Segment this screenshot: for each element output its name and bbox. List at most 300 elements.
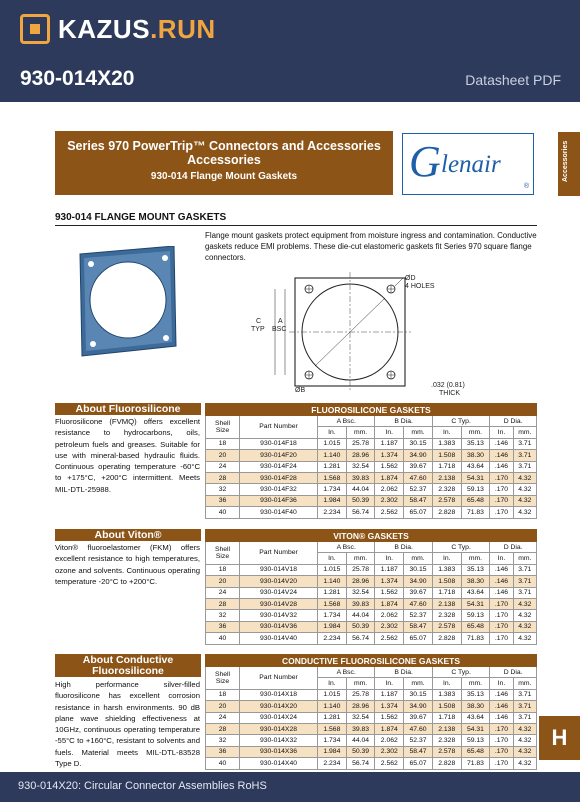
bsc-label: BSC xyxy=(272,326,287,333)
table-cell: 44.04 xyxy=(346,610,375,621)
table-cell: 930-014X24 xyxy=(240,712,318,723)
table-cell: 930-014F40 xyxy=(240,507,318,518)
inch-unit-header: In. xyxy=(375,553,404,564)
a-label: A xyxy=(278,318,283,325)
banner-subtitle: 930-014 Flange Mount Gaskets xyxy=(150,171,298,182)
table-cell: 32.54 xyxy=(346,587,375,598)
table-cell: 4.32 xyxy=(513,758,536,769)
d-dia-header: D Dia. xyxy=(490,667,537,678)
a-bsc-header: A Bsc. xyxy=(318,542,375,553)
table-cell: 930-014X28 xyxy=(240,723,318,734)
table-cell: 40 xyxy=(206,633,240,644)
table-cell: 58.47 xyxy=(404,495,433,506)
table-cell: 930-014X32 xyxy=(240,735,318,746)
table-cell: 1.568 xyxy=(318,723,347,734)
table-cell: 4.32 xyxy=(513,484,536,495)
table-cell: 1.568 xyxy=(318,472,347,483)
table-row xyxy=(206,587,537,598)
table-cell: 58.47 xyxy=(404,746,433,757)
registered-mark: ® xyxy=(523,183,529,190)
table-title: VITON® GASKETS xyxy=(206,530,537,542)
table-cell: 43.64 xyxy=(461,712,490,723)
datasheet-pdf-link[interactable]: Datasheet PDF xyxy=(465,72,561,88)
table-cell: .170 xyxy=(490,472,513,483)
table-cell: 34.90 xyxy=(404,450,433,461)
table-cell: 4.32 xyxy=(513,621,536,632)
about-conductive-text: High performance silver-filled fluorosilicone has excellent corrosion resistance in harsh environments. 90 dB plane wave shielding effectiveness at 10GHz, continuous operating temperature -55°C to +160°C, resistant to solvents and fuels. Material meets MIL-DTL-83528 Type D. xyxy=(55,680,200,769)
table-cell: 1.015 xyxy=(318,564,347,575)
table-row xyxy=(206,723,537,734)
banner-line1: Series 970 PowerTrip™ Connectors and Accessories xyxy=(67,139,381,153)
table-cell: 28.96 xyxy=(346,450,375,461)
b-dia-header: B Dia. xyxy=(375,416,432,427)
b-dia-header: B Dia. xyxy=(375,542,432,553)
table-cell: 38.30 xyxy=(461,576,490,587)
about-viton-heading: About Viton® xyxy=(55,529,201,541)
shell-header-text: Shell xyxy=(214,670,231,678)
glenair-logo xyxy=(402,133,534,195)
inch-unit-header: In. xyxy=(432,553,461,564)
table-cell: 1.508 xyxy=(432,450,461,461)
mm-unit-header: mm. xyxy=(461,678,490,689)
shell-size-header xyxy=(206,542,240,565)
table-cell: 18 xyxy=(206,689,240,700)
table-cell: 930-014X20 xyxy=(240,701,318,712)
table-cell: 1.734 xyxy=(318,735,347,746)
d-dia-header: D Dia. xyxy=(490,542,537,553)
table-cell: 930-014F32 xyxy=(240,484,318,495)
table-cell: 1.562 xyxy=(375,461,404,472)
table-cell: 1.281 xyxy=(318,712,347,723)
table-cell: 52.37 xyxy=(404,610,433,621)
series-banner xyxy=(55,131,393,195)
table-cell: 58.47 xyxy=(404,621,433,632)
table-cell: 2.562 xyxy=(375,507,404,518)
holes-label: 4 HOLES xyxy=(405,283,435,290)
table-row xyxy=(206,495,537,506)
inch-unit-header: In. xyxy=(490,427,513,438)
thick-value: .032 (0.81) xyxy=(431,382,465,389)
part-number-header: Part Number xyxy=(240,667,318,690)
table-cell: 1.187 xyxy=(375,438,404,449)
table-cell: 65.07 xyxy=(404,507,433,518)
table-cell: 39.67 xyxy=(404,587,433,598)
table-cell: 930-014F24 xyxy=(240,461,318,472)
table-cell: 44.04 xyxy=(346,484,375,495)
table-cell: 18 xyxy=(206,564,240,575)
site-footer xyxy=(0,772,580,802)
table-cell: 3.71 xyxy=(513,564,536,575)
table-cell: 50.39 xyxy=(346,495,375,506)
table-cell: 59.13 xyxy=(461,735,490,746)
side-tab-label: Accessories xyxy=(562,140,569,182)
site-name-suffix: .RUN xyxy=(150,14,216,44)
table-cell: .170 xyxy=(490,495,513,506)
table-cell: 54.31 xyxy=(461,472,490,483)
c-label: C xyxy=(256,318,262,325)
table-cell: 35.13 xyxy=(461,564,490,575)
typ-label: TYP xyxy=(251,326,265,333)
table-cell: 18 xyxy=(206,438,240,449)
site-header xyxy=(0,0,580,102)
table-cell: 56.74 xyxy=(346,633,375,644)
b-dia-header: B Dia. xyxy=(375,667,432,678)
table-cell: 28 xyxy=(206,723,240,734)
site-name-main: KAZUS xyxy=(58,14,151,44)
b-label: ØB xyxy=(295,387,306,394)
table-row xyxy=(206,576,537,587)
table-cell: 1.568 xyxy=(318,598,347,609)
mm-unit-header: mm. xyxy=(513,427,536,438)
table-cell: 65.07 xyxy=(404,758,433,769)
table-cell: .170 xyxy=(490,758,513,769)
shell-header-text: Shell xyxy=(214,545,231,553)
table-cell: 1.383 xyxy=(432,689,461,700)
table-cell: 35.13 xyxy=(461,438,490,449)
table-cell: 32 xyxy=(206,735,240,746)
table-cell: 38.30 xyxy=(461,450,490,461)
table-cell: .146 xyxy=(490,564,513,575)
table-cell: 1.140 xyxy=(318,576,347,587)
table-cell: 930-014X40 xyxy=(240,758,318,769)
table-cell: 30.15 xyxy=(404,689,433,700)
table-cell: 65.48 xyxy=(461,495,490,506)
table-cell: 930-014X36 xyxy=(240,746,318,757)
mm-unit-header: mm. xyxy=(461,553,490,564)
table-cell: 47.60 xyxy=(404,723,433,734)
inch-unit-header: In. xyxy=(490,678,513,689)
fluorosilicone-gasket-table xyxy=(205,403,537,519)
table-cell: 1.874 xyxy=(375,472,404,483)
table-cell: .170 xyxy=(490,598,513,609)
table-cell: 36 xyxy=(206,746,240,757)
about-fluorosilicone-text: Fluorosilicone (FVMQ) offers excellent resistance to hydrocarbons, oils, petroleum fuels and greases. Suitable for use with mineral-based hydraulic fluids. Continuous operating temperature -60°C to +175°C, +200°C intermittent. Meets MIL-DTL-25988. xyxy=(55,417,200,494)
table-cell: 43.64 xyxy=(461,587,490,598)
table-cell: 1.187 xyxy=(375,689,404,700)
table-cell: 2.328 xyxy=(432,735,461,746)
intro-paragraph: Flange mount gaskets protect equipment from moisture ingress and contamination. Conductive gaskets reduce EMI problems. These die-cut elastomeric gaskets fit Series 970 square flange connectors. xyxy=(205,231,537,262)
table-cell: 3.71 xyxy=(513,587,536,598)
table-cell: .146 xyxy=(490,450,513,461)
mm-unit-header: mm. xyxy=(346,553,375,564)
table-cell: 2.234 xyxy=(318,758,347,769)
c-typ-header: C Typ. xyxy=(432,416,489,427)
table-cell: 1.984 xyxy=(318,495,347,506)
table-cell: 3.71 xyxy=(513,712,536,723)
table-row xyxy=(206,610,537,621)
table-cell: 4.32 xyxy=(513,746,536,757)
table-cell: 24 xyxy=(206,461,240,472)
table-cell: 2.578 xyxy=(432,495,461,506)
table-cell: 39.83 xyxy=(346,472,375,483)
table-cell: 2.234 xyxy=(318,633,347,644)
size-header-text: Size xyxy=(215,552,230,560)
table-cell: 1.140 xyxy=(318,701,347,712)
table-cell: 2.062 xyxy=(375,735,404,746)
about-conductive-title-line2: Fluorosilicone xyxy=(92,665,164,677)
about-viton-text: Viton® fluoroelastomer (FKM) offers excellent resistance to high temperatures, ozone and solvents. Continuous operating temperature -20°C to +200°C. xyxy=(55,543,200,586)
inch-unit-header: In. xyxy=(490,553,513,564)
table-cell: 59.13 xyxy=(461,484,490,495)
mm-unit-header: mm. xyxy=(461,427,490,438)
table-cell: 2.302 xyxy=(375,495,404,506)
table-cell: 930-014V40 xyxy=(240,633,318,644)
table-row xyxy=(206,689,537,700)
table-row xyxy=(206,746,537,757)
table-cell: 930-014F28 xyxy=(240,472,318,483)
table-cell: 71.83 xyxy=(461,507,490,518)
glenair-logo-text: lenair xyxy=(441,151,501,178)
table-cell: 930-014V32 xyxy=(240,610,318,621)
table-row xyxy=(206,735,537,746)
table-cell: 32.54 xyxy=(346,461,375,472)
table-cell: 1.984 xyxy=(318,621,347,632)
table-cell: 930-014X18 xyxy=(240,689,318,700)
about-conductive-heading xyxy=(55,654,201,677)
table-cell: 930-014F18 xyxy=(240,438,318,449)
table-title: FLUOROSILICONE GASKETS xyxy=(206,404,537,416)
table-cell: 71.83 xyxy=(461,633,490,644)
table-cell: 36 xyxy=(206,621,240,632)
a-bsc-header: A Bsc. xyxy=(318,667,375,678)
mm-unit-header: mm. xyxy=(404,427,433,438)
gasket-dimension-drawing xyxy=(245,268,475,398)
table-cell: 1.718 xyxy=(432,587,461,598)
table-cell: 65.07 xyxy=(404,633,433,644)
table-cell: 930-014V20 xyxy=(240,576,318,587)
table-cell: 2.828 xyxy=(432,633,461,644)
table-row xyxy=(206,484,537,495)
table-cell: .170 xyxy=(490,746,513,757)
c-typ-header: C Typ. xyxy=(432,667,489,678)
table-cell: 35.13 xyxy=(461,689,490,700)
inch-unit-header: In. xyxy=(318,427,347,438)
inch-unit-header: In. xyxy=(375,678,404,689)
about-conductive-title-line1: About Conductive xyxy=(82,654,174,666)
table-cell: 1.508 xyxy=(432,576,461,587)
table-cell: 40 xyxy=(206,758,240,769)
table-row xyxy=(206,461,537,472)
inch-unit-header: In. xyxy=(318,678,347,689)
table-cell: 32.54 xyxy=(346,712,375,723)
inch-unit-header: In. xyxy=(375,427,404,438)
table-row xyxy=(206,438,537,449)
mm-unit-header: mm. xyxy=(346,427,375,438)
table-cell: 1.383 xyxy=(432,564,461,575)
about-fluorosilicone-heading: About Fluorosilicone xyxy=(55,403,201,415)
part-number-header: Part Number xyxy=(240,542,318,565)
table-cell: 2.828 xyxy=(432,507,461,518)
table-cell: 3.71 xyxy=(513,701,536,712)
a-bsc-header: A Bsc. xyxy=(318,416,375,427)
table-cell: 1.562 xyxy=(375,712,404,723)
table-cell: 40 xyxy=(206,507,240,518)
d-dia-header: D Dia. xyxy=(490,416,537,427)
mm-unit-header: mm. xyxy=(513,553,536,564)
mm-unit-header: mm. xyxy=(404,553,433,564)
table-cell: 28.96 xyxy=(346,701,375,712)
table-cell: 2.138 xyxy=(432,472,461,483)
table-cell: .146 xyxy=(490,461,513,472)
table-cell: 44.04 xyxy=(346,735,375,746)
table-cell: 2.062 xyxy=(375,484,404,495)
table-cell: 20 xyxy=(206,450,240,461)
inch-unit-header: In. xyxy=(432,678,461,689)
table-cell: 47.60 xyxy=(404,598,433,609)
table-cell: 1.508 xyxy=(432,701,461,712)
table-cell: 30.15 xyxy=(404,564,433,575)
table-row xyxy=(206,507,537,518)
table-cell: .146 xyxy=(490,712,513,723)
table-cell: 32 xyxy=(206,484,240,495)
table-cell: 34.90 xyxy=(404,701,433,712)
table-cell: .170 xyxy=(490,621,513,632)
chip-logo-icon[interactable] xyxy=(20,14,50,44)
inch-unit-header: In. xyxy=(432,427,461,438)
glenair-logo-g: G xyxy=(409,137,441,186)
table-cell: 52.37 xyxy=(404,735,433,746)
table-cell: .170 xyxy=(490,633,513,644)
size-header-text: Size xyxy=(215,677,230,685)
table-cell: 43.64 xyxy=(461,461,490,472)
table-cell: 28.96 xyxy=(346,576,375,587)
gasket-illustration xyxy=(70,246,180,361)
table-cell: 54.31 xyxy=(461,723,490,734)
shell-size-header xyxy=(206,667,240,690)
c-typ-header: C Typ. xyxy=(432,542,489,553)
table-cell: .146 xyxy=(490,438,513,449)
mm-unit-header: mm. xyxy=(513,678,536,689)
table-row xyxy=(206,564,537,575)
table-cell: .146 xyxy=(490,587,513,598)
accessories-side-tab xyxy=(558,132,580,196)
table-cell: 1.874 xyxy=(375,723,404,734)
table-cell: 930-014F20 xyxy=(240,450,318,461)
table-cell: 2.562 xyxy=(375,633,404,644)
table-cell: 38.30 xyxy=(461,701,490,712)
viton-gasket-table xyxy=(205,529,537,645)
table-cell: .146 xyxy=(490,689,513,700)
table-cell: 930-014V24 xyxy=(240,587,318,598)
section-h-tab: H xyxy=(539,716,580,760)
table-cell: .170 xyxy=(490,735,513,746)
table-cell: 2.302 xyxy=(375,621,404,632)
table-cell: 28 xyxy=(206,598,240,609)
table-cell: 65.48 xyxy=(461,621,490,632)
part-number-header: Part Number xyxy=(240,416,318,439)
mm-unit-header: mm. xyxy=(404,678,433,689)
table-cell: 2.578 xyxy=(432,621,461,632)
table-cell: 1.015 xyxy=(318,438,347,449)
table-cell: 930-014V36 xyxy=(240,621,318,632)
table-cell: .146 xyxy=(490,701,513,712)
table-cell: 4.32 xyxy=(513,735,536,746)
table-cell: 24 xyxy=(206,712,240,723)
table-cell: 54.31 xyxy=(461,598,490,609)
table-cell: 25.78 xyxy=(346,438,375,449)
table-cell: 50.39 xyxy=(346,746,375,757)
table-cell: 36 xyxy=(206,495,240,506)
table-row xyxy=(206,758,537,769)
table-cell: 25.78 xyxy=(346,564,375,575)
table-cell: 4.32 xyxy=(513,723,536,734)
section-divider xyxy=(55,225,537,226)
table-row xyxy=(206,701,537,712)
table-cell: 20 xyxy=(206,576,240,587)
table-cell: 30.15 xyxy=(404,438,433,449)
table-cell: 4.32 xyxy=(513,472,536,483)
table-cell: 2.328 xyxy=(432,610,461,621)
table-cell: 3.71 xyxy=(513,450,536,461)
table-cell: 3.71 xyxy=(513,438,536,449)
table-cell: 1.140 xyxy=(318,450,347,461)
table-cell: 4.32 xyxy=(513,633,536,644)
od-label: ØD xyxy=(405,275,416,282)
table-row xyxy=(206,621,537,632)
table-cell: 56.74 xyxy=(346,507,375,518)
thick-label: THICK xyxy=(439,390,460,397)
table-cell: 4.32 xyxy=(513,610,536,621)
table-cell: 25.78 xyxy=(346,689,375,700)
table-cell: 2.828 xyxy=(432,758,461,769)
page-title: 930-014X20 xyxy=(20,67,135,90)
table-cell: 1.562 xyxy=(375,587,404,598)
table-cell: .146 xyxy=(490,576,513,587)
table-cell: 1.015 xyxy=(318,689,347,700)
table-cell: 2.562 xyxy=(375,758,404,769)
table-cell: .170 xyxy=(490,723,513,734)
table-cell: 3.71 xyxy=(513,689,536,700)
table-cell: .170 xyxy=(490,484,513,495)
table-cell: 4.32 xyxy=(513,495,536,506)
table-cell: 4.32 xyxy=(513,507,536,518)
table-cell: 2.234 xyxy=(318,507,347,518)
table-cell: 2.302 xyxy=(375,746,404,757)
table-cell: 1.374 xyxy=(375,701,404,712)
table-cell: 1.187 xyxy=(375,564,404,575)
table-cell: .170 xyxy=(490,507,513,518)
size-header-text: Size xyxy=(215,426,230,434)
table-cell: 1.718 xyxy=(432,461,461,472)
shell-header-text: Shell xyxy=(214,419,231,427)
table-cell: 50.39 xyxy=(346,621,375,632)
site-logo[interactable] xyxy=(58,14,216,45)
table-title: CONDUCTIVE FLUOROSILICONE GASKETS xyxy=(206,655,537,667)
table-cell: 930-014V28 xyxy=(240,598,318,609)
table-cell: .170 xyxy=(490,610,513,621)
inch-unit-header: In. xyxy=(318,553,347,564)
table-cell: 39.83 xyxy=(346,598,375,609)
table-row xyxy=(206,712,537,723)
conductive-gasket-table xyxy=(205,654,537,770)
table-cell: 24 xyxy=(206,587,240,598)
table-cell: 2.578 xyxy=(432,746,461,757)
table-cell: 28 xyxy=(206,472,240,483)
table-cell: 56.74 xyxy=(346,758,375,769)
table-cell: 39.67 xyxy=(404,712,433,723)
section-heading: 930-014 FLANGE MOUNT GASKETS xyxy=(55,212,227,223)
table-cell: 2.138 xyxy=(432,598,461,609)
table-cell: 2.328 xyxy=(432,484,461,495)
table-cell: 3.71 xyxy=(513,576,536,587)
table-cell: 1.718 xyxy=(432,712,461,723)
table-cell: 47.60 xyxy=(404,472,433,483)
table-cell: 1.984 xyxy=(318,746,347,757)
table-cell: 39.67 xyxy=(404,461,433,472)
table-cell: 34.90 xyxy=(404,576,433,587)
table-cell: 1.374 xyxy=(375,450,404,461)
banner-line2: Accessories xyxy=(187,153,261,167)
